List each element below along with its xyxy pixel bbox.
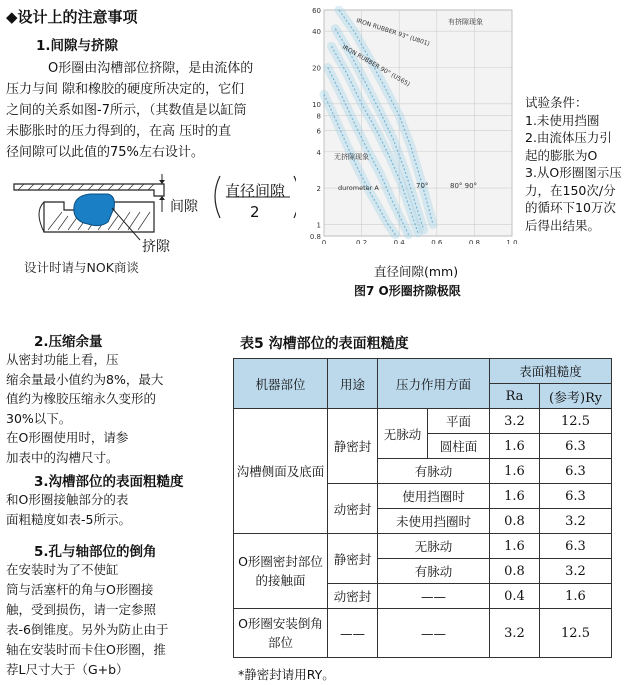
para-line: 从密封功能上看，压: [6, 352, 119, 367]
header-roughness: 表面粗糙度: [490, 359, 612, 384]
test-condition-line: 1.未使用挡圈: [525, 112, 600, 128]
pressure-pulse: 有脉动: [378, 559, 490, 584]
pressure-no-pulse: 无脉动: [378, 534, 490, 559]
ry-value: 3.2: [540, 509, 612, 534]
compression-paragraph: [6, 350, 163, 467]
part-chamfer: O形圈安装倒角部位: [234, 609, 328, 658]
use-dash: ——: [328, 609, 378, 658]
x-tick-label: 0.2: [356, 239, 368, 244]
table-caption: 表5 沟槽部位的表面粗糙度: [240, 336, 409, 352]
ra-value: 0.8: [490, 509, 540, 534]
ry-value: 12.5: [540, 409, 612, 434]
y-tick-label: 0.8: [309, 233, 321, 241]
part-groove-sides: 沟槽侧面及底面: [234, 409, 328, 534]
pressure-dash: ——: [378, 609, 490, 658]
pressure-with-ring: 使用挡圈时: [378, 484, 490, 509]
fraction-top: 直径间隙: [225, 182, 286, 200]
chamfer-paragraph: [6, 560, 168, 680]
para-line: 未膨胀时的压力得到的，在高 压时的直: [6, 124, 232, 139]
table-row: [234, 534, 612, 559]
x-tick-label: 0.8: [468, 239, 480, 244]
test-condition-line: 后得出结果。: [525, 217, 601, 233]
test-condition-line: 3.从O形圈图示压: [525, 165, 622, 180]
surface-roughness-title: 3.沟槽部位的表面粗糙度: [34, 474, 184, 490]
ry-value: 6.3: [540, 484, 612, 509]
pressure-no-pulse: 无脉动: [378, 409, 428, 459]
para-line: 缩余量最小值约为8%，最大: [6, 371, 164, 387]
ry-value: 1.6: [540, 584, 612, 609]
ra-value: 0.8: [490, 559, 540, 584]
para-line: 之间的关系如图-7所示，（其数值是以缸筒: [6, 103, 247, 118]
ry-value: 12.5: [540, 609, 612, 658]
gap-extrusion-title: 1.间隙与挤隙: [36, 38, 119, 54]
y-tick-label: 8: [316, 112, 321, 121]
x-tick-label: 1.0: [506, 239, 518, 244]
para-line: 加表中的沟槽尺寸。: [6, 449, 119, 465]
gap-extrusion-paragraph: [6, 58, 296, 163]
header-use: 用途: [328, 359, 378, 409]
y-tick-label: 20: [312, 64, 321, 73]
pressure-dash: ——: [378, 584, 490, 609]
table-row: [234, 609, 612, 658]
header-ry: (参考)Ry: [540, 384, 612, 409]
ra-value: 3.2: [490, 409, 540, 434]
y-tick-label: 2: [316, 185, 321, 194]
compression-title: 2.压缩余量: [34, 334, 103, 350]
para-line: 轴在安装时而卡住O形圈，推: [6, 642, 166, 657]
fraction-bottom: 2: [250, 203, 260, 221]
use-static: 静密封: [328, 409, 378, 484]
para-line: 30%以下。: [6, 410, 72, 426]
ry-value: 6.3: [540, 434, 612, 459]
annotation-iron-90: IRON RUBBER 90° (U565): [341, 43, 412, 89]
y-tick-label: 1: [316, 221, 321, 230]
ra-value: 1.6: [490, 484, 540, 509]
gap-label: 间隙: [170, 199, 198, 215]
para-line: 面粗糙度如表-5所示。: [6, 511, 131, 527]
para-line: 触，受到损伤，请一定参照: [6, 602, 157, 617]
header-part: 机器部位: [234, 359, 328, 409]
test-condition-line: 起的膨胀为O: [525, 147, 598, 163]
x-tick-label: 0: [321, 239, 327, 244]
ra-value: 1.6: [490, 459, 540, 484]
table-row: [234, 409, 612, 434]
table-footnote: *静密封请用RY。: [238, 667, 335, 682]
surface-roughness-paragraph: [6, 490, 131, 529]
x-tick-label: 0.4: [393, 239, 405, 244]
pressure-without-ring: 未使用挡圈时: [378, 509, 490, 534]
chart-title: 图7 O形圈挤隙极限: [354, 284, 461, 298]
ra-value: 3.2: [490, 609, 540, 658]
y-tick-label: 60: [312, 7, 321, 15]
para-line: 和O形圈接触部分的表: [6, 492, 129, 507]
y-tick-label: 6: [316, 127, 321, 136]
section-title: ◆设计上的注意事项: [6, 8, 138, 26]
para-line: 径间隙可以此值的75%左右设计。: [6, 145, 204, 160]
pressure-cylinder: 圆柱面: [428, 434, 490, 459]
annotation-iron-93: IRON RUBBER 93° (U801): [355, 17, 431, 48]
chamfer-title: 5.孔与轴部位的倒角: [34, 544, 157, 560]
test-conditions-title: 试验条件：: [525, 95, 588, 110]
pressure-flat: 平面: [428, 409, 490, 434]
ra-value: 1.6: [490, 434, 540, 459]
test-condition-line: 力，在150次/分: [525, 182, 616, 198]
para-line: 压力与间 隙和橡胶的硬度所决定的，它们: [6, 82, 245, 97]
test-condition-line: 的循环下10万次: [525, 200, 616, 215]
annotation-80-90: 80° 90°: [450, 182, 478, 190]
annotation-no-extrusion: 无挤隙现象: [334, 153, 369, 161]
ry-value: 6.3: [540, 534, 612, 559]
part-seal-contact: O形圈密封部位的接触面: [234, 534, 328, 609]
para-line: 表-6倒锥度。另外为防止由于: [6, 622, 169, 637]
y-tick-label: 40: [312, 28, 321, 37]
header-ra: Ra: [490, 384, 540, 409]
extrusion-label: 挤隙: [142, 239, 170, 255]
pressure-pulse: 有脉动: [378, 459, 490, 484]
x-tick-label: 0.6: [431, 239, 443, 244]
nok-note: 设计时请与NOK商谈: [24, 260, 139, 275]
y-tick-label: 10: [312, 100, 321, 109]
use-static: 静密封: [328, 534, 378, 584]
para-line: 在安装时为了不使缸: [6, 562, 119, 577]
header-pressure: 压力作用方面: [378, 359, 490, 409]
para-line: 值约为橡胶压缩永久变形的: [6, 391, 157, 406]
surface-roughness-table: [233, 358, 612, 658]
annotation-durometer: durometer A: [338, 184, 379, 192]
test-condition-line: 2.由流体压力引: [525, 130, 612, 145]
para-line: 在O形圈使用时，请参: [6, 430, 129, 445]
o-ring-cross-section: [74, 194, 115, 226]
para-line: 筒与活塞杆的角与O形圈接: [6, 582, 154, 597]
use-dynamic: 动密封: [328, 584, 378, 609]
ra-value: 1.6: [490, 534, 540, 559]
extrusion-limit-chart: [298, 6, 520, 244]
ry-value: 6.3: [540, 459, 612, 484]
use-dynamic: 动密封: [328, 484, 378, 534]
ry-value: 3.2: [540, 559, 612, 584]
ra-value: 0.4: [490, 584, 540, 609]
annotation-70: 70°: [416, 182, 429, 190]
chart-x-label: 直径间隙(mm): [374, 264, 459, 279]
annotation-extrusion: 有挤隙现象: [448, 18, 483, 26]
test-conditions: [525, 94, 622, 234]
para-line: 荐L尺寸大于（G+b）: [6, 662, 129, 677]
y-tick-label: 4: [316, 148, 321, 157]
para-line: O形圈由沟槽部位挤隙，是由流体的: [48, 61, 254, 76]
table-header-row: [234, 359, 612, 384]
